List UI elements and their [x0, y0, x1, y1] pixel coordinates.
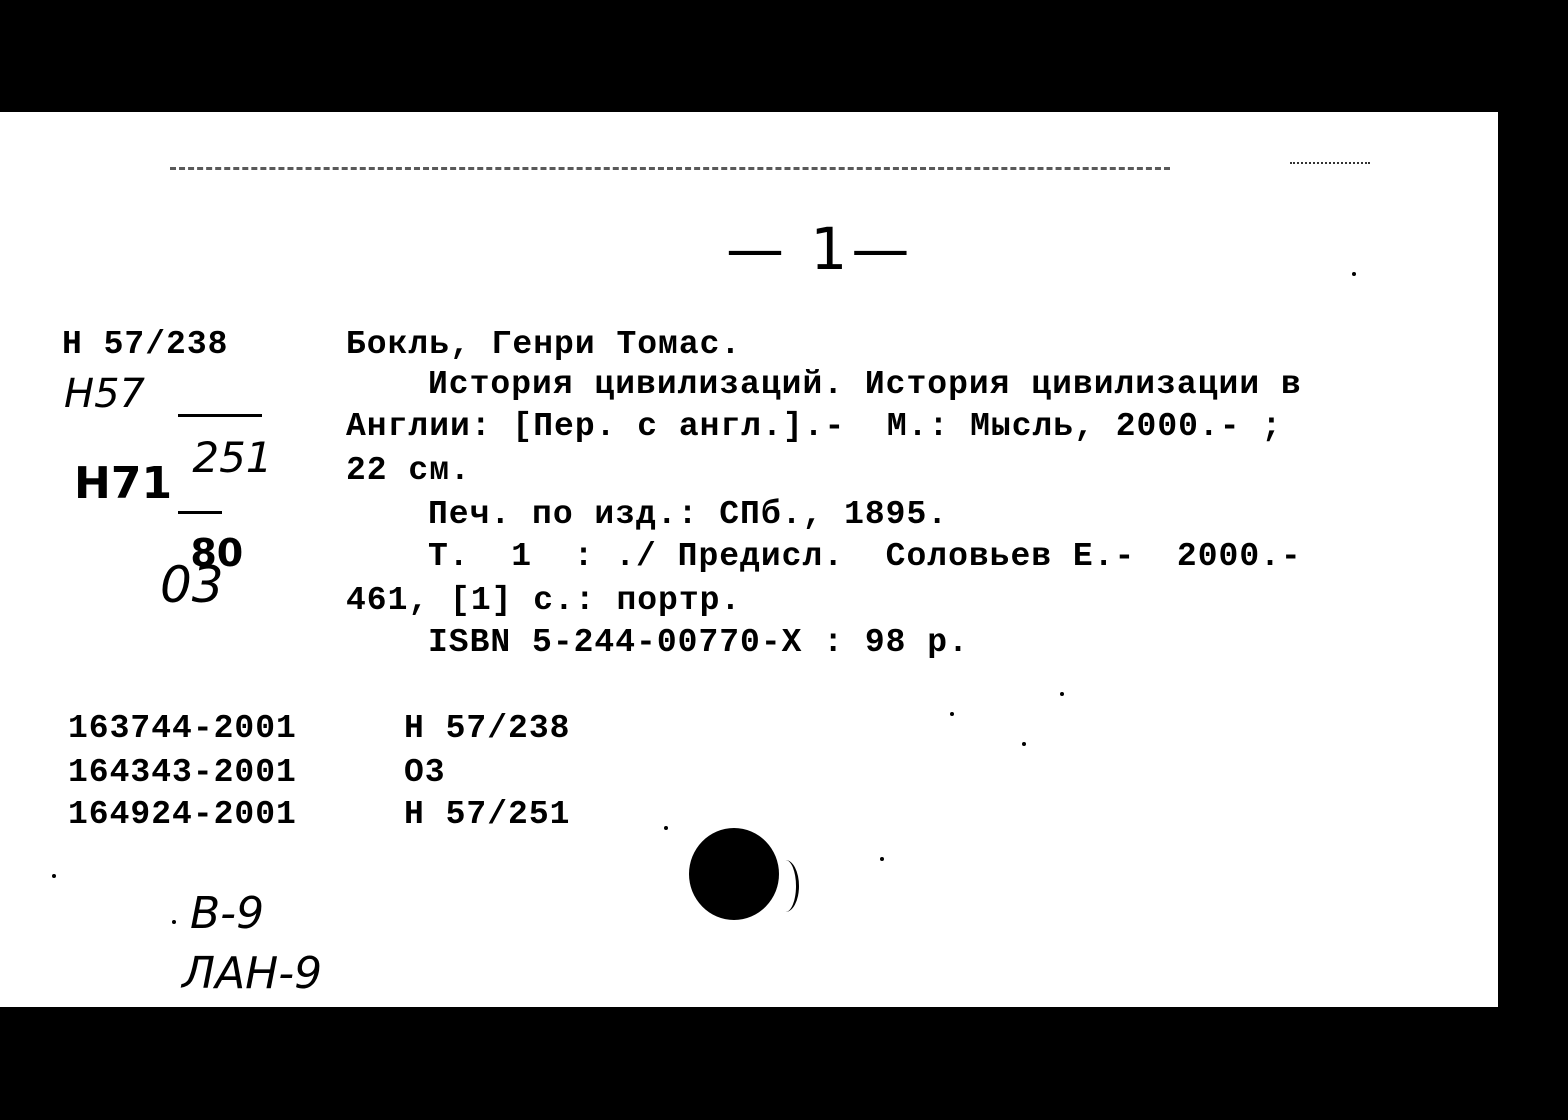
volume-line-1: Т. 1 : ./ Предисл. Соловьев Е.- 2000.-: [428, 538, 1302, 575]
top-rule-line: [170, 167, 1170, 170]
speck: [1022, 742, 1026, 746]
speck: [664, 826, 668, 830]
accession-location: H 57/238: [404, 710, 571, 747]
fraction-line: [178, 414, 262, 417]
accession-number: 163744-2001: [68, 710, 297, 747]
speck: [1352, 272, 1356, 276]
handwritten-shelfmark-2-prefix: H71: [74, 458, 173, 509]
top-rule-dots: [1290, 162, 1370, 164]
accession-number: 164343-2001: [68, 754, 297, 791]
volume-line-2: 461, [1] с.: портр.: [346, 582, 742, 619]
accession-number: 164924-2001: [68, 796, 297, 833]
author-heading: Бокль, Генри Томас.: [346, 326, 742, 363]
handwritten-shelfmark-prefix: H57: [64, 371, 145, 417]
handwritten-mark-v9: В-9: [190, 888, 265, 939]
card-number: — 1—: [726, 215, 914, 283]
punch-hole-edge: [772, 860, 799, 912]
title-line-3: 22 см.: [346, 452, 471, 489]
accession-location: О3: [404, 754, 446, 791]
shelfmark: H 57/238: [62, 326, 229, 363]
handwritten-shelfmark-2-denominator: 80: [190, 531, 244, 575]
punch-hole: [689, 828, 779, 920]
reprint-note: Печ. по изд.: СПб., 1895.: [428, 496, 949, 533]
title-line-2: Англии: [Пер. с англ.].- М.: Мысль, 2000.- ;: [346, 408, 1283, 445]
speck: [52, 874, 56, 878]
handwritten-location-mark: 03: [160, 556, 224, 614]
fraction-line-2: [178, 511, 222, 514]
handwritten-mark-lan9: ЛАН-9: [182, 948, 323, 999]
accession-location: H 57/251: [404, 796, 571, 833]
catalog-card: [0, 112, 1498, 1007]
speck: [880, 857, 884, 861]
isbn-line: ISBN 5-244-00770-X : 98 р.: [428, 624, 969, 661]
speck: [950, 712, 954, 716]
speck: [1060, 692, 1064, 696]
handwritten-shelfmark-denominator: 251: [192, 433, 273, 482]
title-line-1: История цивилизаций. История цивилизации в: [428, 366, 1302, 403]
speck: [172, 920, 176, 924]
